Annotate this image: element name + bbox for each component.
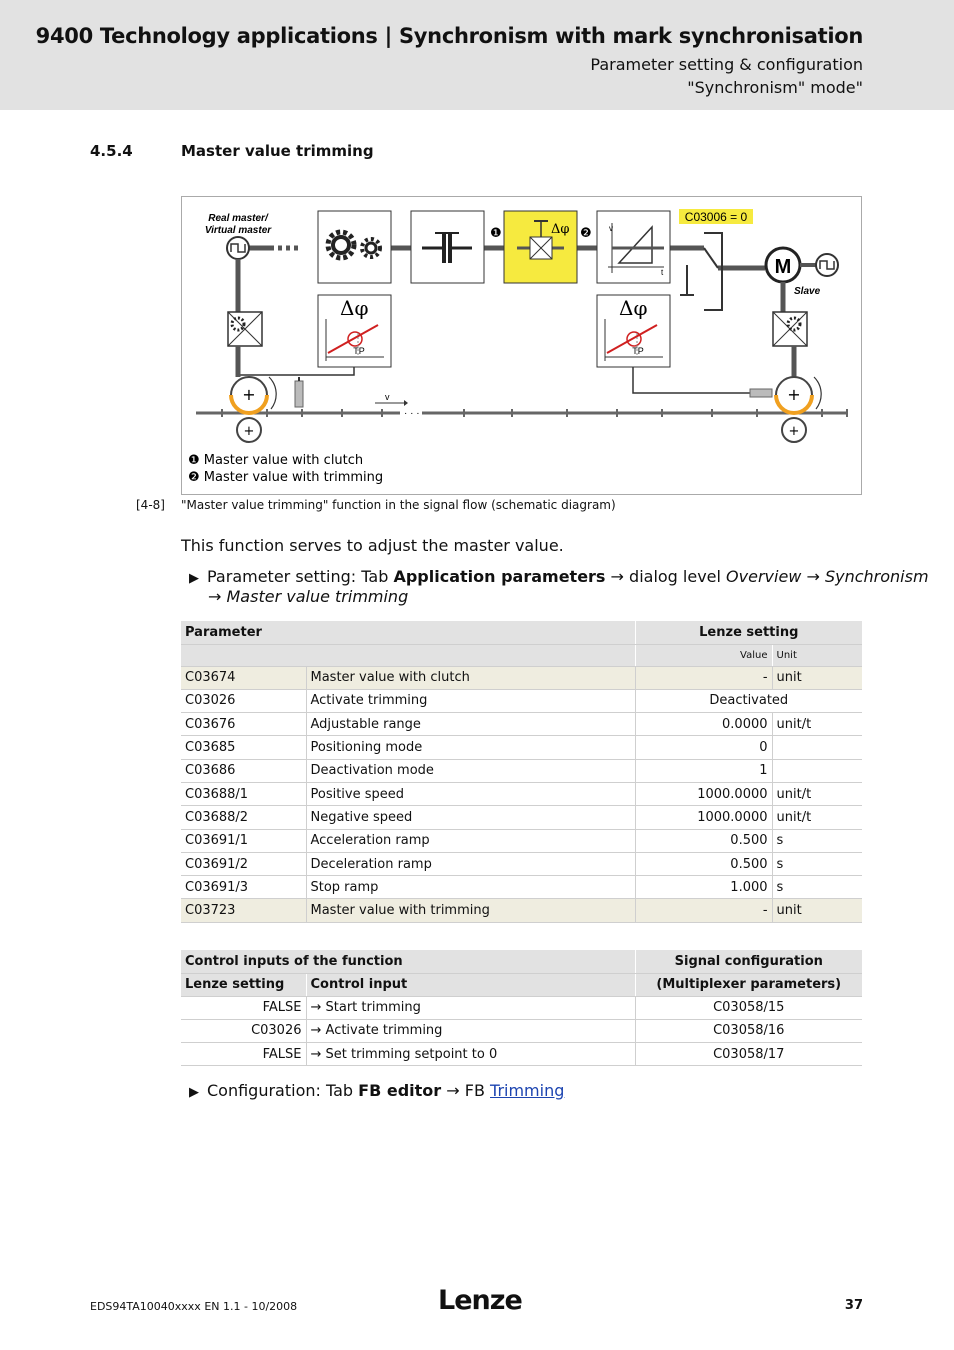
section-title: Master value trimming [181, 142, 374, 160]
param-value: Deactivated [635, 689, 862, 712]
param-code: C03688/1 [181, 782, 306, 805]
ramp-v-label: v [609, 224, 613, 233]
virtual-master-label: Virtual master [204, 225, 272, 236]
signal-header-2: (Multiplexer parameters) [635, 973, 862, 996]
param-unit: unit/t [772, 806, 862, 829]
phase-block-2-delta-phi: Δφ [619, 296, 648, 320]
control-header: Control inputs of the function [181, 950, 635, 973]
ramp-t-label: t [661, 268, 664, 277]
param-value: 1000.0000 [635, 782, 772, 805]
svg-text:+: + [243, 424, 255, 439]
tp-label-2: TP [632, 346, 644, 356]
table-row [181, 1019, 862, 1042]
control-lenze-setting: FALSE [181, 1043, 306, 1066]
svg-text:+: + [242, 385, 256, 404]
param-unit: s [772, 829, 862, 852]
table-row [181, 806, 862, 829]
param-value: - [635, 899, 772, 922]
signal-flow-svg [182, 197, 863, 496]
bullet-triangle-icon: ▶ [189, 1085, 199, 1100]
param-name: Stop ramp [306, 876, 635, 899]
param-name: Deceleration ramp [306, 852, 635, 875]
legend-2: ❷ Master value with trimming [188, 470, 384, 485]
param-name: Negative speed [306, 806, 635, 829]
trimming-link[interactable]: Trimming [490, 1081, 565, 1100]
param-name: Positive speed [306, 782, 635, 805]
param-unit: unit [772, 666, 862, 689]
nav-instruction-line2: → Master value trimming [208, 587, 409, 606]
control-signal: C03058/17 [635, 1043, 862, 1066]
param-unit: s [772, 852, 862, 875]
phase-block-1-delta-phi: Δφ [340, 296, 369, 320]
table-row [181, 876, 862, 899]
figure-number: [4-8] [136, 498, 165, 512]
param-name: Master value with clutch [306, 666, 635, 689]
param-value: 0.0000 [635, 713, 772, 736]
left-sensor-icon [295, 381, 303, 407]
param-unit [772, 759, 862, 782]
table-row [181, 829, 862, 852]
param-code: C03691/3 [181, 876, 306, 899]
motor-label: M [774, 256, 792, 278]
param-value: 0.500 [635, 852, 772, 875]
control-input: → Start trimming [306, 996, 635, 1019]
param-value: 1 [635, 759, 772, 782]
param-name: Acceleration ramp [306, 829, 635, 852]
unit-header: Unit [772, 644, 862, 666]
parameter-table [181, 621, 862, 923]
figure-caption: "Master value trimming" function in the signal flow (schematic diagram) [181, 498, 616, 512]
table-row [181, 689, 862, 712]
real-master-label: Real master/ [208, 213, 268, 224]
param-unit: unit [772, 899, 862, 922]
lenze-logo: Lenze [438, 1285, 522, 1316]
param-name: Deactivation mode [306, 759, 635, 782]
param-value: 1000.0000 [635, 806, 772, 829]
config-instruction: ▶ Configuration: Tab FB editor → FB Trimming [189, 1081, 565, 1100]
trimming-delta-phi: Δφ [551, 222, 570, 237]
param-name: Activate trimming [306, 689, 635, 712]
lenze-header: Lenze setting [635, 621, 862, 644]
param-value: 0 [635, 736, 772, 759]
table-row [181, 899, 862, 922]
param-code: C03691/1 [181, 829, 306, 852]
document-id: EDS94TA10040xxxx EN 1.1 - 10/2008 [90, 1300, 298, 1313]
c03006-label: C03006 = 0 [684, 210, 748, 224]
table-row [181, 666, 862, 689]
control-input: → Set trimming setpoint to 0 [306, 1043, 635, 1066]
tp-label-1: TP [353, 346, 365, 356]
intro-text: This function serves to adjust the master value. [181, 536, 564, 555]
param-name: Master value with trimming [306, 899, 635, 922]
table-row [181, 852, 862, 875]
table-row [181, 759, 862, 782]
marker-1: ❶ [490, 226, 502, 241]
param-unit: s [772, 876, 862, 899]
param-value: - [635, 666, 772, 689]
control-input-header: Control input [306, 973, 635, 996]
clutch-block [411, 211, 484, 283]
page-subtitle-2: "Synchronism" mode" [687, 78, 863, 97]
page-title: 9400 Technology applications | Synchronism with mark synchronisation [35, 24, 863, 48]
table-row [181, 782, 862, 805]
control-lenze-setting: FALSE [181, 996, 306, 1019]
marker-2: ❷ [580, 226, 592, 241]
param-code: C03688/2 [181, 806, 306, 829]
param-code: C03026 [181, 689, 306, 712]
param-code: C03723 [181, 899, 306, 922]
param-code: C03685 [181, 736, 306, 759]
schematic-diagram [181, 196, 862, 495]
param-unit: unit/t [772, 713, 862, 736]
param-code: C03674 [181, 666, 306, 689]
legend-1: ❶ Master value with clutch [188, 453, 364, 468]
control-inputs-table [181, 950, 862, 1066]
param-unit: unit/t [772, 782, 862, 805]
param-name: Positioning mode [306, 736, 635, 759]
table-row [181, 1043, 862, 1066]
table-row [181, 736, 862, 759]
section-number: 4.5.4 [90, 142, 133, 160]
bullet-triangle-icon: ▶ [189, 571, 199, 586]
param-code: C03691/2 [181, 852, 306, 875]
svg-text:+: + [788, 424, 800, 439]
control-lenze-setting: C03026 [181, 1019, 306, 1042]
signal-header-1: Signal configuration [635, 950, 862, 973]
control-signal: C03058/15 [635, 996, 862, 1019]
control-input: → Activate trimming [306, 1019, 635, 1042]
slave-label: Slave [794, 286, 821, 297]
svg-text:+: + [787, 385, 801, 404]
param-value: 1.000 [635, 876, 772, 899]
param-header: Parameter [181, 621, 635, 644]
param-unit [772, 736, 862, 759]
control-signal: C03058/16 [635, 1019, 862, 1042]
nav-instruction: ▶ Parameter setting: Tab Application parameters → dialog level Overview → Synchronism [189, 567, 929, 586]
param-code: C03686 [181, 759, 306, 782]
conveyor-v-label: v [385, 392, 390, 402]
table-row [181, 713, 862, 736]
value-header: Value [635, 644, 772, 666]
lenze-setting-header: Lenze setting [181, 973, 306, 996]
page-number: 37 [844, 1298, 863, 1313]
svg-text:· · ·: · · · [404, 408, 420, 419]
table-row [181, 996, 862, 1019]
right-sensor-icon [750, 389, 772, 397]
param-value: 0.500 [635, 829, 772, 852]
page-subtitle-1: Parameter setting & configuration [590, 55, 863, 74]
page-header [0, 0, 954, 110]
switch-bracket [704, 233, 722, 310]
param-code: C03676 [181, 713, 306, 736]
param-name: Adjustable range [306, 713, 635, 736]
